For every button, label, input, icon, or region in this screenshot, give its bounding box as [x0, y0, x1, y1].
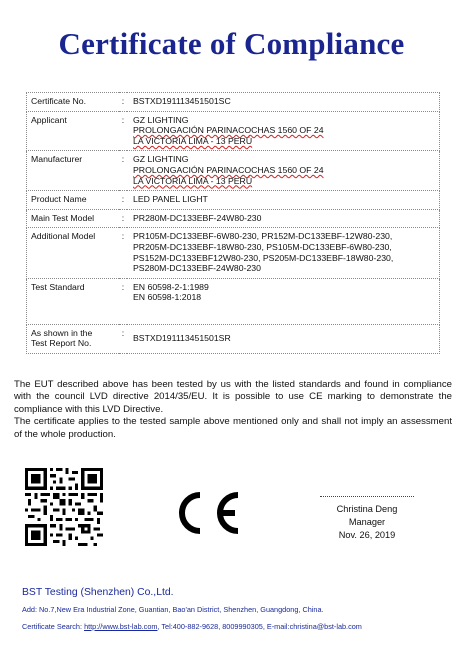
value-line: BSTXD191113451501SC	[133, 96, 231, 106]
table-row	[27, 278, 440, 324]
table-row	[27, 111, 440, 151]
company-name: BST Testing (Shenzhen) Co.,Ltd.	[22, 587, 174, 598]
manufacturer-value	[127, 151, 440, 191]
value-line: EN 60598-1:2018	[133, 292, 202, 303]
row-separator: :	[119, 191, 127, 210]
test-standard-value	[127, 278, 440, 324]
row-label: Main Test Model	[27, 209, 120, 228]
table-row	[27, 93, 440, 112]
statement-paragraph: The certificate applies to the tested sample above mentioned only and shall not imply an assessment of the whole production.	[14, 416, 452, 440]
product-name-value	[127, 191, 440, 210]
table-row	[27, 228, 440, 278]
signature-line	[320, 496, 414, 497]
row-separator: :	[119, 278, 127, 324]
certificate-search-label: Certificate Search:	[22, 622, 83, 631]
compliance-statement	[14, 379, 452, 441]
table-row	[27, 151, 440, 191]
additional-model-value	[127, 228, 440, 278]
applicant-value	[127, 111, 440, 151]
row-separator: :	[119, 228, 127, 278]
row-label: Manufacturer	[27, 151, 120, 191]
table-row	[27, 209, 440, 228]
row-separator: :	[119, 324, 127, 353]
website-link[interactable]: http://www.bst-lab.com	[84, 622, 158, 631]
value-line: PROLONGACIÓN PARINACOCHAS 1560 OF 24	[133, 125, 324, 136]
value-line: LA VICTORIA LIMA - 13 PERÚ	[133, 175, 253, 186]
value-line: LED PANEL LIGHT	[133, 194, 208, 205]
row-label: Applicant	[27, 111, 120, 151]
value-line: PS152M-DC133EBF12W80-230, PS205M-DC133EBF-18W80-230,	[133, 252, 394, 263]
ce-mark-icon	[170, 489, 242, 537]
statement-paragraph: The EUT described above has been tested by us with the listed standards and found in compliance with the council LVD directive 2014/35/EU. It is possible to use CE marking to demonstrate the compliance with this LVD Directive.	[14, 379, 452, 415]
qr-code-icon	[25, 468, 103, 546]
issue-date: Nov. 26, 2019	[338, 530, 396, 540]
label-line: Test Report No.	[31, 338, 92, 349]
footer-address: Add: No.7,New Era Industrial Zone, Guantian, Bao'an District, Shenzhen, Guangdong, China.	[22, 605, 324, 614]
table-row	[27, 324, 440, 353]
value-line: PR280M-DC133EBF-24W80-230	[133, 212, 262, 223]
signatory-name: Christina Deng	[336, 504, 398, 514]
certificate-details-table	[26, 92, 440, 354]
signature-block	[312, 496, 422, 542]
row-label: Test Standard	[27, 278, 120, 324]
label-line: As shown in the	[31, 327, 93, 338]
value-line: BSTXD191113451501SR	[133, 332, 231, 343]
table-row	[27, 191, 440, 210]
value-line: LA VICTORIA LIMA - 13 PERÚ	[133, 135, 253, 146]
value-line: PROLONGACIÓN PARINACOCHAS 1560 OF 24	[133, 164, 324, 175]
row-separator: :	[119, 151, 127, 191]
footer-contact	[22, 622, 362, 631]
value-line: PS280M-DC133EBF-24W80-230	[133, 263, 261, 274]
certificate-title: Certificate of Compliance	[58, 26, 405, 61]
signatory-role: Manager	[348, 517, 386, 527]
contact-details: , Tel:400-882-9628, 8009990305, E-mail:christina@bst-lab.com	[157, 622, 362, 631]
certificate-number-value	[127, 93, 440, 112]
value-line: EN 60598-2-1:1989	[133, 281, 209, 292]
row-separator: :	[119, 209, 127, 228]
row-label: Certificate No.	[27, 93, 120, 112]
value-line: GZ LIGHTING	[133, 114, 189, 125]
row-separator: :	[119, 93, 127, 112]
value-line: GZ LIGHTING	[133, 154, 189, 165]
value-line: PR205M-DC133EBF-18W80-230, PS105M-DC133EBF-6W80-230,	[133, 241, 392, 252]
test-report-number-value	[127, 324, 440, 353]
row-label: Product Name	[27, 191, 120, 210]
row-separator: :	[119, 111, 127, 151]
row-label: Additional Model	[27, 228, 120, 278]
row-label	[27, 324, 120, 353]
value-line: PR105M-DC133EBF-6W80-230, PR152M-DC133EBF-12W80-230,	[133, 231, 393, 242]
main-test-model-value	[127, 209, 440, 228]
